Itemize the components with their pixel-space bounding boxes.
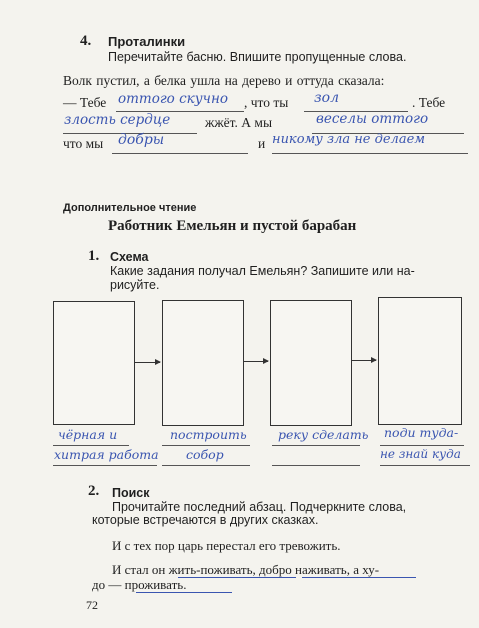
scheme-answer-4b: не знай куда	[380, 447, 461, 461]
scheme-answer-4a: поди туда-	[384, 425, 459, 440]
underline-mark-1	[178, 577, 296, 578]
task2-number: 2.	[88, 483, 100, 499]
arrow-2	[243, 361, 268, 362]
task1-instruction-2: рисуйте.	[110, 278, 160, 292]
answer-2: зол	[314, 90, 339, 106]
task1-instruction-1: Какие задания получал Емельян? Запишите или на-	[110, 264, 415, 278]
scheme-line-1b[interactable]	[53, 465, 157, 466]
paragraph-line-3: до — проживать.	[92, 577, 187, 592]
scheme-line-4a[interactable]	[380, 445, 464, 446]
fable-line-4b: и	[258, 136, 266, 151]
scheme-box-1[interactable]	[53, 301, 135, 425]
fable-line-4a: что мы	[63, 136, 104, 151]
underline-mark-3	[136, 592, 232, 593]
task4-title: Проталинки	[108, 34, 186, 49]
task2-title: Поиск	[112, 486, 150, 500]
scheme-line-3a[interactable]	[272, 445, 360, 446]
scheme-answer-2a: построить	[170, 427, 247, 442]
answer-1: оттого скучно	[118, 91, 228, 107]
fable-line-1: Волк пустил, а белка ушла на дерево и оттуда сказала:	[63, 73, 385, 88]
fable-line-2a: — Тебе	[63, 95, 107, 110]
task4-number: 4.	[80, 33, 92, 49]
paragraph-line-2: И стал он жить-поживать, добро наживать, а ху-	[112, 562, 380, 577]
scheme-line-4b[interactable]	[380, 465, 470, 466]
underline-mark-2	[302, 577, 416, 578]
fable-line-2b: , что ты	[244, 95, 289, 110]
answer-6: никому зла не делаем	[272, 132, 426, 147]
scheme-box-4[interactable]	[378, 297, 462, 425]
blank-5[interactable]	[112, 153, 248, 154]
scheme-answer-2b: собор	[186, 447, 224, 462]
arrow-1	[134, 362, 160, 363]
fable-line-2c: . Тебе	[412, 95, 446, 110]
section-subtitle: Дополнительное чтение	[63, 202, 197, 214]
scheme-box-2[interactable]	[162, 300, 244, 426]
scheme-answer-3a: реку сделать	[278, 427, 369, 442]
scheme-answer-1b: хитрая работа	[54, 447, 159, 462]
task2-instruction-2: которые встречаются в других сказках.	[92, 513, 319, 527]
answer-3: злость сердце	[64, 112, 171, 128]
scheme-answer-1a: чёрная и	[58, 427, 118, 442]
scheme-line-1a[interactable]	[53, 445, 129, 446]
fable-line-3: жжёт. А мы	[205, 115, 273, 130]
scheme-line-2b[interactable]	[162, 465, 250, 466]
page-number: 72	[86, 598, 98, 612]
scheme-line-3b[interactable]	[272, 465, 360, 466]
task4-instruction: Перечитайте басню. Впишите пропущенные слова.	[108, 50, 407, 64]
task1-title: Схема	[110, 250, 149, 264]
task2-instruction-1: Прочитайте последний абзац. Подчеркните слова,	[112, 500, 407, 514]
answer-4: веселы оттого	[316, 111, 429, 127]
answer-5: добры	[118, 132, 165, 148]
scheme-box-3[interactable]	[270, 300, 352, 426]
scheme-line-2a[interactable]	[162, 445, 250, 446]
blank-6[interactable]	[272, 153, 468, 154]
task1-number: 1.	[88, 248, 100, 264]
arrow-3	[351, 360, 376, 361]
paragraph-line-1: И с тех пор царь перестал его тревожить.	[112, 538, 341, 553]
section-title: Работник Емельян и пустой барабан	[108, 218, 357, 234]
